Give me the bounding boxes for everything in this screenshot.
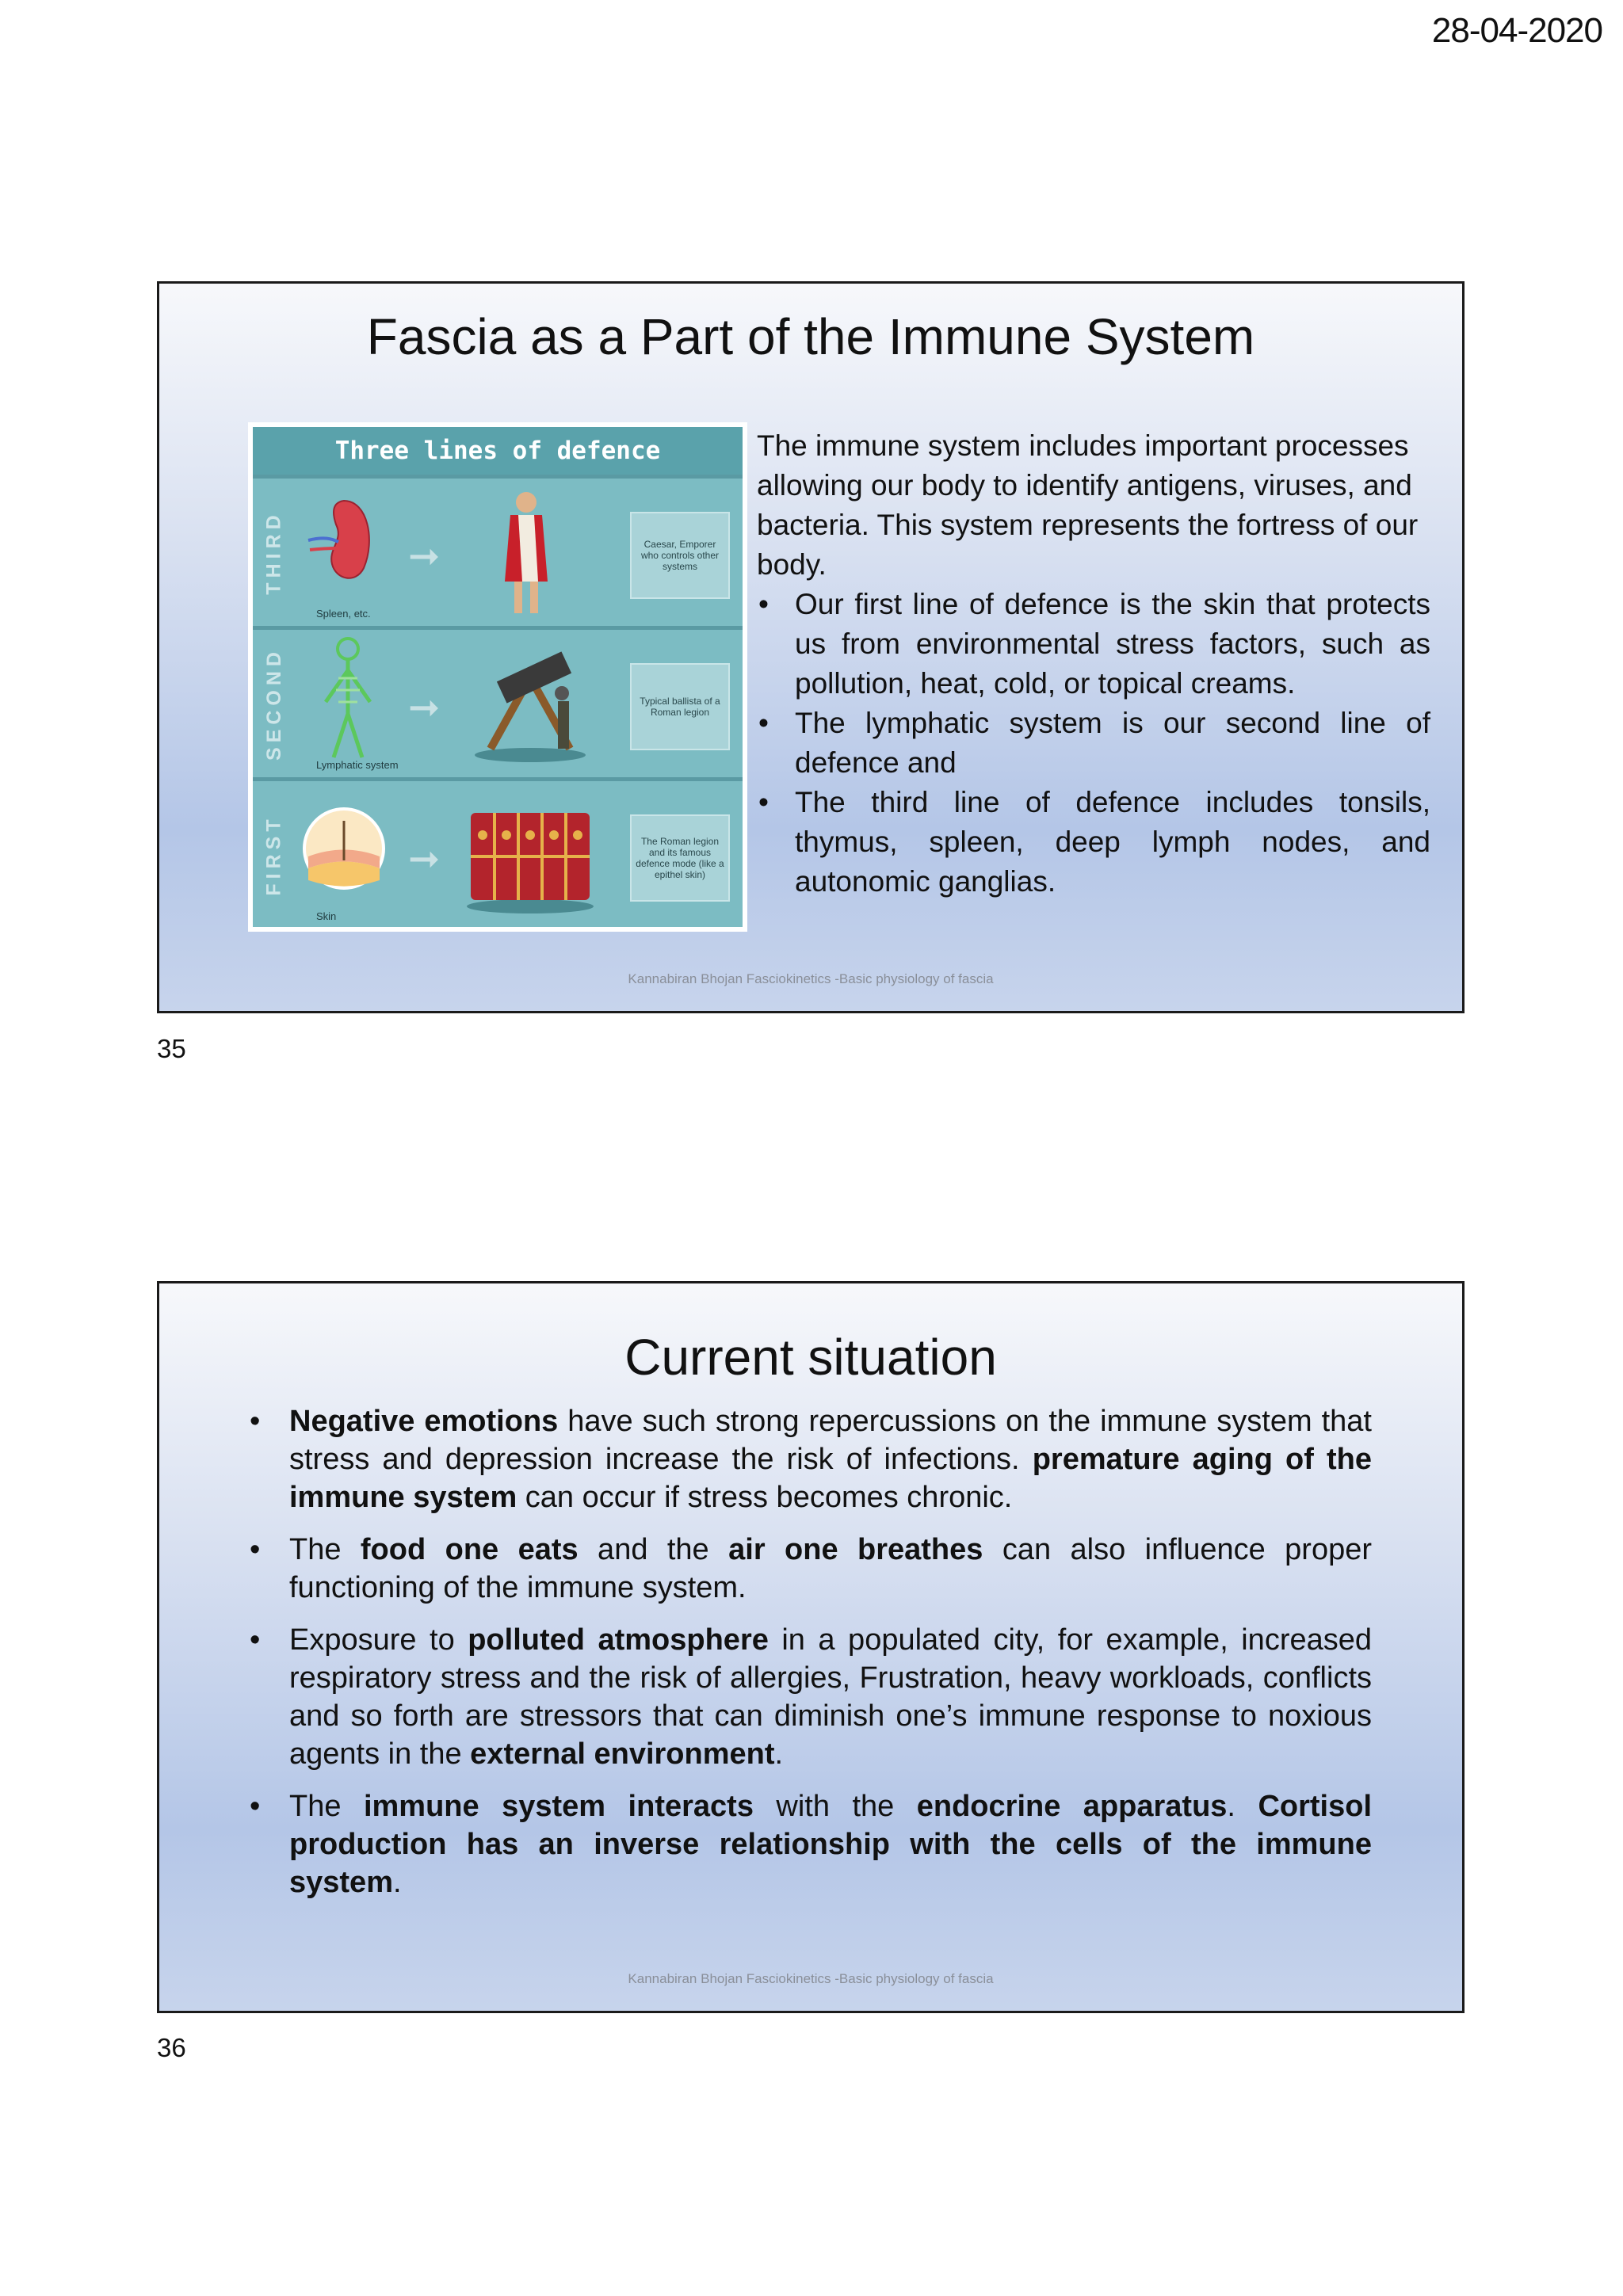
text-run: and the [578, 1533, 729, 1566]
roman-emperor-icon [491, 486, 562, 621]
slide-title: Current situation [624, 1329, 997, 1386]
text-run: with the [753, 1790, 917, 1823]
bullet-item: • The third line of defence includes tonsils, thymus, spleen, deep lymph nodes, and autonomic ganglias. [757, 783, 1430, 902]
slide-35 [157, 281, 1465, 1013]
band-label: THIRD [262, 509, 285, 595]
band-label: SECOND [262, 646, 285, 761]
text-run: . [1227, 1790, 1258, 1823]
slide-36-body [248, 1402, 1372, 1916]
bold-text: premature aging of the immune system [289, 1443, 1372, 1514]
text-run: can occur if stress becomes chronic. [517, 1481, 1013, 1514]
text-run: have such strong repercussions on the immune system that stress and depression increase the risk of infections. [289, 1405, 1372, 1476]
ballista-icon [467, 646, 594, 765]
slide-title: Fascia as a Part of the Immune System [366, 308, 1255, 365]
figure-band-second [253, 626, 743, 777]
bullet-item [248, 1531, 1372, 1607]
bullet-list [248, 1402, 1372, 1901]
bold-text: Negative emotions [289, 1405, 559, 1438]
document-date: 28-04-2020 [1431, 11, 1602, 50]
bold-text: Cortisol production has an inverse relationship with the cells of the immune system [289, 1790, 1373, 1899]
figure-band-first [253, 777, 743, 927]
skin-icon [300, 805, 388, 892]
bold-text: food one eats [360, 1533, 579, 1566]
arrow-right-icon: ➞ [408, 687, 441, 729]
caption-box: Caesar, Emporer who controls other systems [630, 512, 730, 599]
bullet-item [248, 1402, 1372, 1516]
organ-caption: Skin [316, 910, 337, 922]
roman-legion-shields-icon [459, 797, 601, 916]
caption-box: The Roman legion and its famous defence mode (like a epithel skin) [630, 814, 730, 902]
text-run: The [289, 1790, 364, 1823]
bullet-list [757, 585, 1430, 902]
three-lines-of-defence-figure [248, 422, 747, 932]
bold-text: immune system interacts [363, 1790, 754, 1823]
slide-footer: Kannabiran Bhojan Fasciokinetics -Basic physiology of fascia [628, 1971, 994, 1986]
bold-text: endocrine apparatus [916, 1790, 1228, 1823]
slide-footer: Kannabiran Bhojan Fasciokinetics -Basic physiology of fascia [628, 971, 994, 986]
figure-band-third [253, 475, 743, 626]
bold-text: external environment [470, 1737, 775, 1771]
bullet-item [248, 1621, 1372, 1773]
text-run: in a populated city, for example, increased respiratory stress and the risk of allergies, Frustration, heavy workloads, conflicts and so forth are stressors that can diminish one’s immune response to noxious agents in the [289, 1623, 1373, 1771]
bold-text: air one breathes [728, 1533, 983, 1566]
text-run: . [392, 1866, 402, 1899]
text-run: can also influence proper functioning of the immune system. [289, 1533, 1372, 1604]
page-number: 35 [157, 1034, 186, 1063]
page-number: 36 [157, 2033, 186, 2062]
organ-caption: Lymphatic system [316, 759, 399, 771]
figure-title: Three lines of defence [253, 427, 743, 475]
slide-36 [157, 1281, 1465, 2013]
arrow-right-icon: ➞ [408, 838, 441, 880]
bullet-item: • Our first line of defence is the skin that protects us from environmental stress factors, such as pollution, heat, cold, or topical creams. [757, 585, 1430, 704]
slide-35-body [757, 426, 1430, 902]
band-label: FIRST [262, 814, 285, 896]
text-run: Exposure to [289, 1623, 468, 1657]
lymphatic-system-icon [316, 635, 380, 761]
spleen-icon [300, 493, 388, 588]
text-run: . [774, 1737, 784, 1771]
text-run: The [289, 1533, 361, 1566]
bullet-item: • The lymphatic system is our second line of defence and [757, 704, 1430, 783]
intro-paragraph: The immune system includes important processes allowing our body to identify antigens, viruses, and bacteria. This system represents the fortress of our body. [757, 429, 1419, 581]
arrow-right-icon: ➞ [408, 536, 441, 578]
organ-caption: Spleen, etc. [316, 608, 371, 620]
bold-text: polluted atmosphere [468, 1623, 769, 1657]
caption-box: Typical ballista of a Roman legion [630, 663, 730, 750]
bullet-item [248, 1787, 1372, 1901]
